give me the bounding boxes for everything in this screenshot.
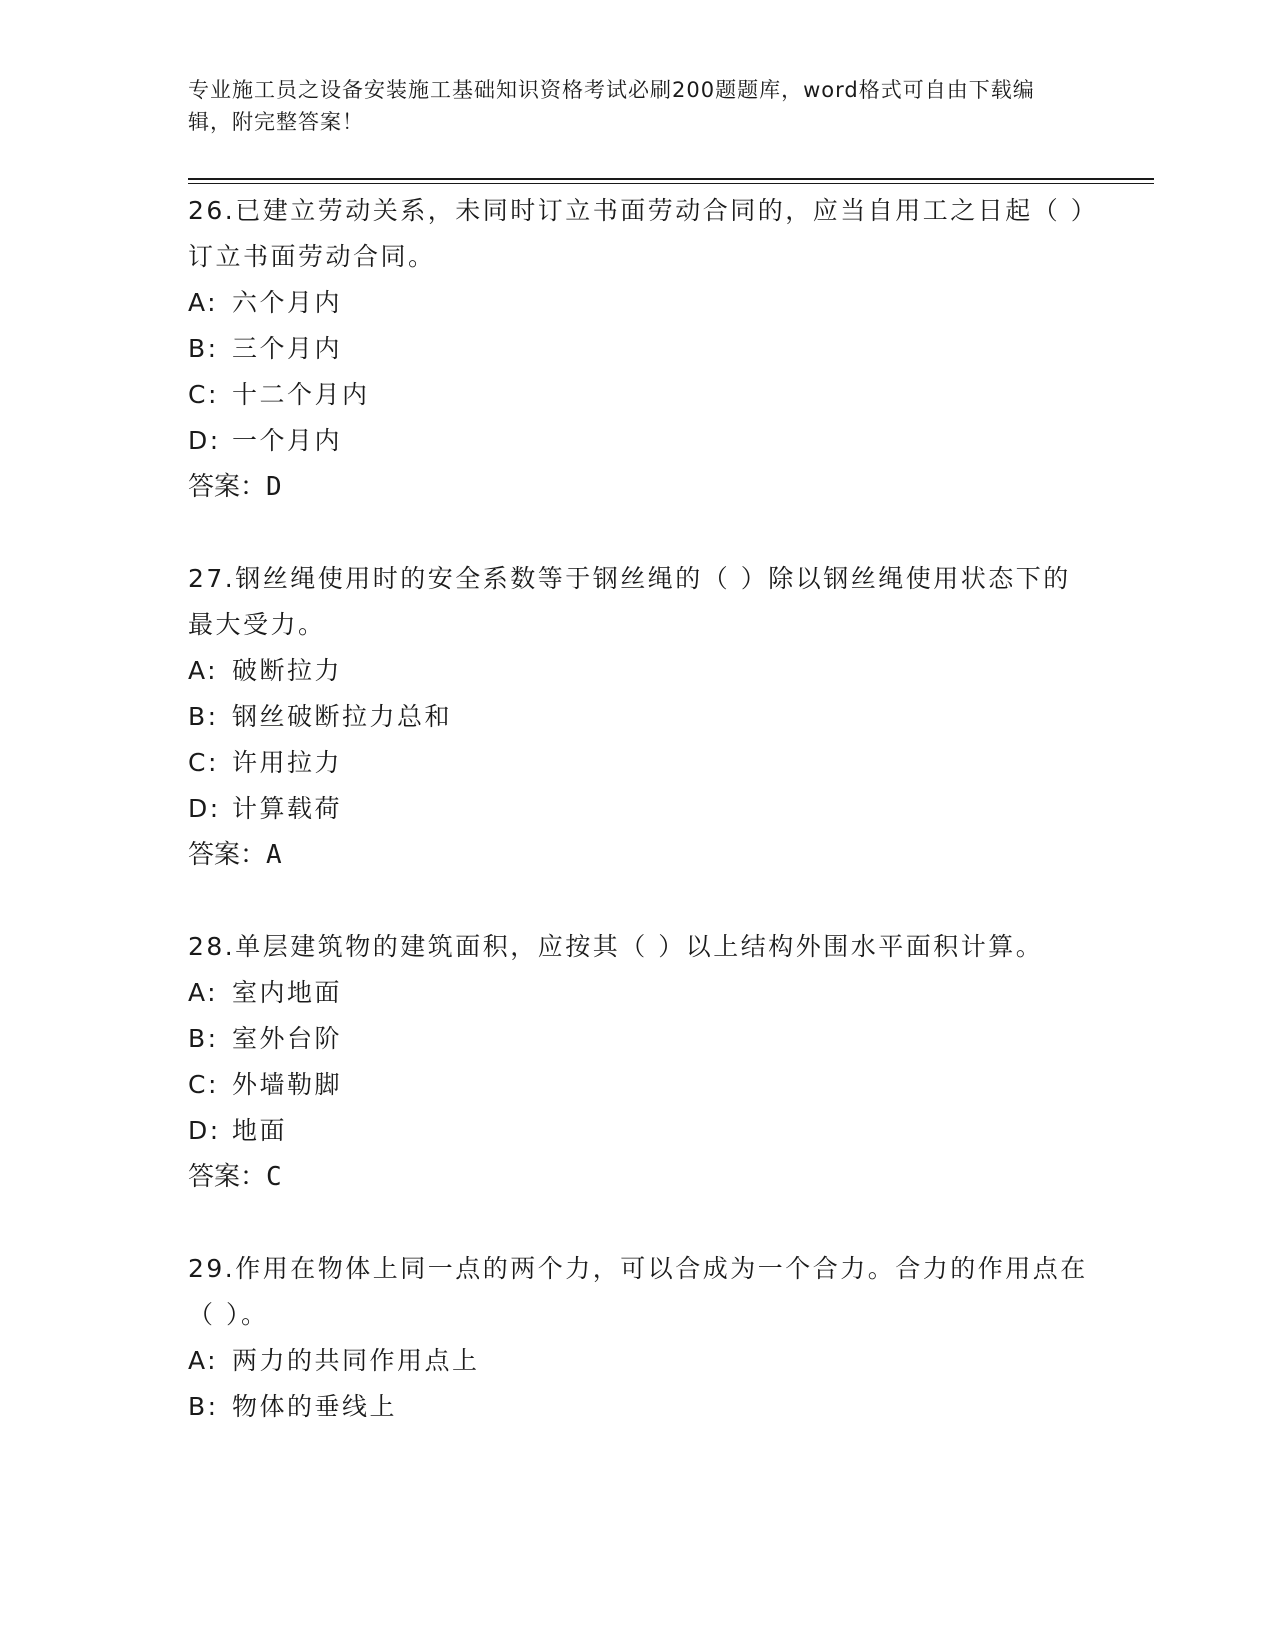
question-stem: 28.单层建筑物的建筑面积，应按其（ ）以上结构外围水平面积计算。 [188, 932, 1044, 961]
option-key: B: [188, 334, 219, 363]
option-text: 三个月内 [232, 334, 343, 363]
question-27 [188, 556, 1088, 878]
option-a [188, 280, 1088, 326]
question-spacer [188, 1200, 1088, 1246]
option-text: 外墙勒脚 [232, 1070, 343, 1099]
option-key: B: [188, 1024, 219, 1053]
option-c [188, 740, 1088, 786]
answer-label: 答案： [188, 1162, 267, 1192]
question-28 [188, 924, 1088, 1200]
option-text: 室外台阶 [232, 1024, 343, 1053]
option-key: A: [188, 288, 219, 317]
option-c [188, 1062, 1088, 1108]
option-text: 两力的共同作用点上 [232, 1346, 480, 1375]
document-header: 专业施工员之设备安装施工基础知识资格考试必刷200题题库，word格式可自由下载编辑，附完整答案！ [188, 78, 1035, 134]
option-text: 物体的垂线上 [232, 1392, 398, 1421]
option-text: 室内地面 [232, 978, 343, 1007]
answer-line [188, 1154, 1088, 1200]
option-text: 地面 [232, 1116, 288, 1145]
option-text: 许用拉力 [232, 748, 343, 777]
answer-value: A [266, 840, 282, 870]
option-text: 计算载荷 [232, 794, 343, 823]
header-divider-thin [188, 183, 1154, 184]
answer-value: D [266, 472, 282, 502]
option-text: 钢丝破断拉力总和 [232, 702, 453, 731]
option-key: C: [188, 380, 219, 409]
option-b [188, 694, 1088, 740]
option-text: 破断拉力 [232, 656, 343, 685]
answer-label: 答案： [188, 840, 267, 870]
answer-label: 答案： [188, 472, 267, 502]
question-list [188, 188, 1088, 1430]
option-text: 一个月内 [232, 426, 343, 455]
option-key: D: [188, 1116, 221, 1145]
option-b [188, 1384, 1088, 1430]
option-key: A: [188, 656, 219, 685]
option-text: 六个月内 [232, 288, 343, 317]
option-c [188, 372, 1088, 418]
option-key: C: [188, 748, 219, 777]
question-26 [188, 188, 1088, 510]
option-key: C: [188, 1070, 219, 1099]
option-key: A: [188, 978, 219, 1007]
option-key: D: [188, 426, 221, 455]
option-d [188, 418, 1088, 464]
option-a [188, 648, 1088, 694]
question-spacer [188, 510, 1088, 556]
question-stem: 26.已建立劳动关系，未同时订立书面劳动合同的，应当自用工之日起（ ）订立书面劳动合同。 [188, 196, 1086, 271]
option-b [188, 326, 1088, 372]
option-key: B: [188, 1392, 219, 1421]
option-b [188, 1016, 1088, 1062]
option-text: 十二个月内 [232, 380, 370, 409]
question-stem: 29.作用在物体上同一点的两个力，可以合成为一个合力。合力的作用点在（ ）。 [188, 1254, 1088, 1329]
option-key: D: [188, 794, 221, 823]
answer-line [188, 832, 1088, 878]
option-d [188, 1108, 1088, 1154]
option-a [188, 970, 1088, 1016]
option-key: A: [188, 1346, 219, 1375]
answer-line [188, 464, 1088, 510]
option-d [188, 786, 1088, 832]
option-key: B: [188, 702, 219, 731]
question-spacer [188, 878, 1088, 924]
option-a [188, 1338, 1088, 1384]
question-29 [188, 1246, 1088, 1430]
question-stem: 27.钢丝绳使用时的安全系数等于钢丝绳的（ ）除以钢丝绳使用状态下的最大受力。 [188, 564, 1071, 639]
header-divider-thick [188, 178, 1154, 180]
answer-value: C [266, 1162, 282, 1192]
